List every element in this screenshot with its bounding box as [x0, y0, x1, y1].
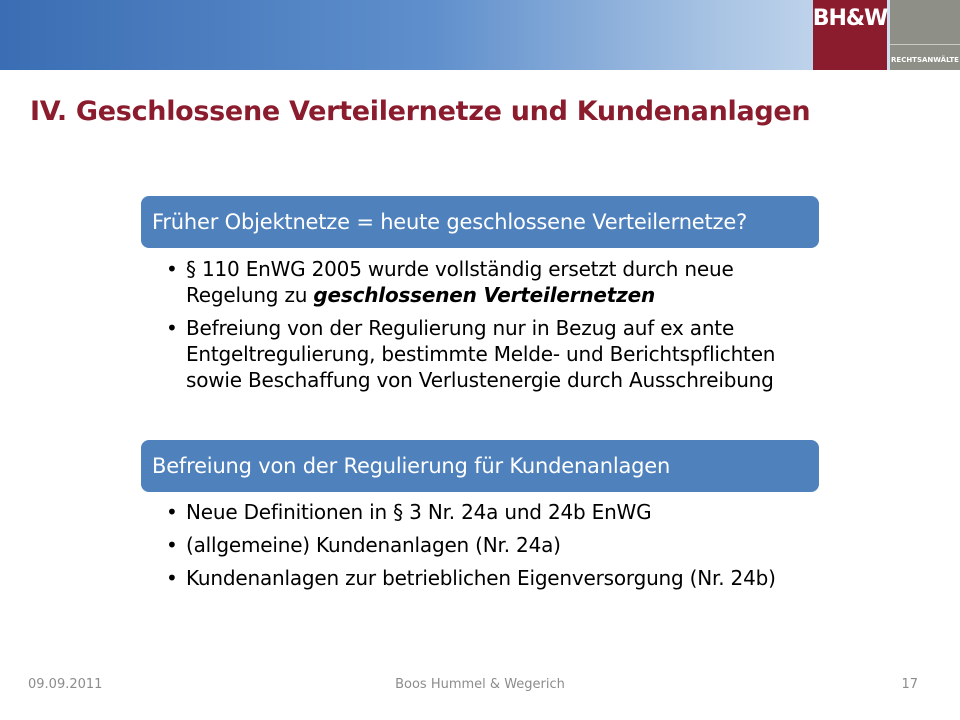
slide-title: IV. Geschlossene Verteilernetze und Kundenanlagen: [30, 96, 811, 127]
bullet-text: Befreiung von der Regulierung nur in Bezug auf ex ante Entgeltregulierung, bestimmte Melde- und Berichtspflichten sowie Beschaffung von Verlustenergie durch Ausschreibung: [186, 316, 776, 392]
bullet-list-1: [160, 256, 800, 400]
footer-date: 09.09.2011: [28, 677, 103, 692]
section-header-2: Befreiung von der Regulierung für Kundenanlagen: [141, 440, 819, 492]
bullet-item: [160, 532, 800, 558]
bullet-item: [160, 565, 800, 591]
footer-firm: Boos Hummel & Wegerich: [395, 677, 565, 692]
bullet-dot: •: [166, 316, 178, 340]
bullet-text: Neue Definitionen in § 3 Nr. 24a und 24b EnWG: [186, 500, 652, 524]
bullet-text: § 110 EnWG 2005 wurde vollständig ersetzt durch neue Regelung zu: [186, 257, 734, 307]
firm-logo: [813, 0, 887, 70]
bullet-emphasis: geschlossenen Verteilernetzen: [313, 283, 655, 307]
bullet-dot: •: [166, 566, 178, 590]
bullet-list-2: [160, 499, 800, 598]
section-header-1: Früher Objektnetze = heute geschlossene Verteilernetze?: [141, 196, 819, 248]
bullet-item: [160, 315, 800, 393]
bullet-text: Kundenanlagen zur betrieblichen Eigenversorgung (Nr. 24b): [186, 566, 776, 590]
bullet-dot: •: [166, 500, 178, 524]
bullet-dot: •: [166, 533, 178, 557]
logo-subtitle: RECHTSANWÄLTE: [891, 56, 959, 64]
logo-subtitle-box: [890, 0, 960, 70]
bullet-item: [160, 256, 800, 308]
logo-brand: BH&W: [812, 6, 888, 31]
logo-divider: [890, 44, 960, 45]
bullet-item: [160, 499, 800, 525]
bullet-dot: •: [166, 257, 178, 281]
footer-page-number: 17: [901, 677, 918, 692]
bullet-text: (allgemeine) Kundenanlagen (Nr. 24a): [186, 533, 561, 557]
